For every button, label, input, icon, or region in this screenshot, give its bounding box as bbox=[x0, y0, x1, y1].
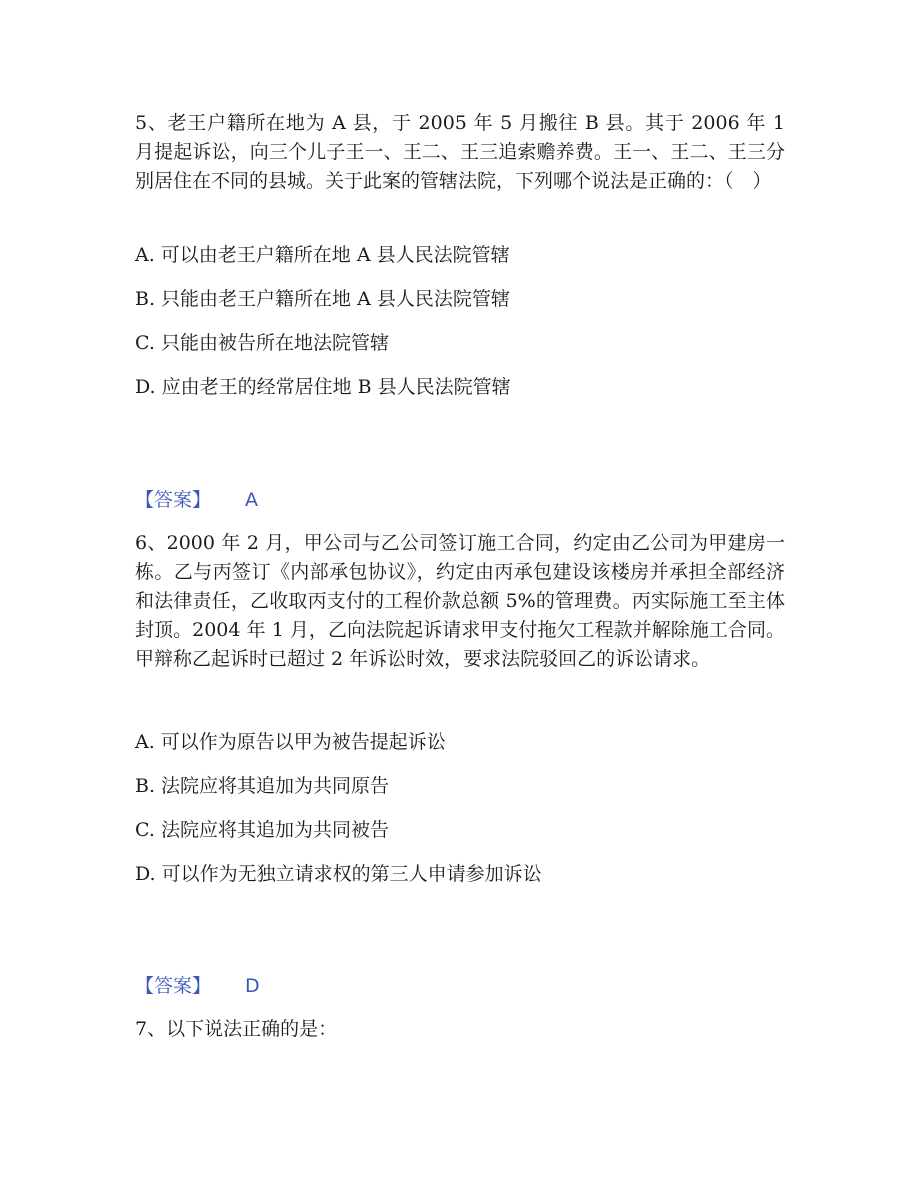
question-5-answer bbox=[135, 486, 258, 515]
question-5-option-a: A. 可以由老王户籍所在地 A 县人民法院管辖 bbox=[135, 244, 510, 266]
question-6-option-b: B. 法院应将其追加为共同原告 bbox=[135, 775, 390, 797]
question-6-option-c: C. 法院应将其追加为共同被告 bbox=[135, 819, 389, 841]
question-6-stem: 6、2000 年 2 月，甲公司与乙公司签订施工合同，约定由乙公司为甲建房一栋。乙与丙签订《内部承包协议》，约定由丙承包建设该楼房并承担全部经济和法律责任，乙收取丙支付的工程价款总额 5%的管理费。丙实际施工至主体封顶。2004 年 1 月，乙向法院起诉请求甲支付拖欠工程款并解除施工合同。甲辩称乙起诉时已超过 2 年诉讼时效，要求法院驳回乙的诉讼请求。 bbox=[135, 532, 785, 670]
answer-label: 【答案】 bbox=[135, 975, 212, 997]
answer-label: 【答案】 bbox=[135, 489, 212, 511]
answer-value: A bbox=[245, 489, 259, 511]
answer-value: D bbox=[245, 975, 260, 997]
question-6-option-a: A. 可以作为原告以甲为被告提起诉讼 bbox=[135, 731, 446, 753]
question-5-option-b: B. 只能由老王户籍所在地 A 县人民法院管辖 bbox=[135, 288, 510, 310]
question-5-stem: 5、老王户籍所在地为 A 县，于 2005 年 5 月搬往 B 县。其于 2006 年 1 月提起诉讼，向三个儿子王一、王二、王三追索赡养费。王一、王二、王三分别居住在不同的县城。关于此案的管辖法院，下列哪个说法是正确的：（ ） bbox=[135, 112, 785, 192]
question-5-option-c: C. 只能由被告所在地法院管辖 bbox=[135, 332, 389, 354]
question-6-answer bbox=[135, 972, 260, 1001]
question-6-option-d: D. 可以作为无独立请求权的第三人申请参加诉讼 bbox=[135, 863, 542, 885]
question-5-option-d: D. 应由老王的经常居住地 B 县人民法院管辖 bbox=[135, 376, 511, 398]
question-7-stem: 7、以下说法正确的是： bbox=[135, 1018, 338, 1040]
